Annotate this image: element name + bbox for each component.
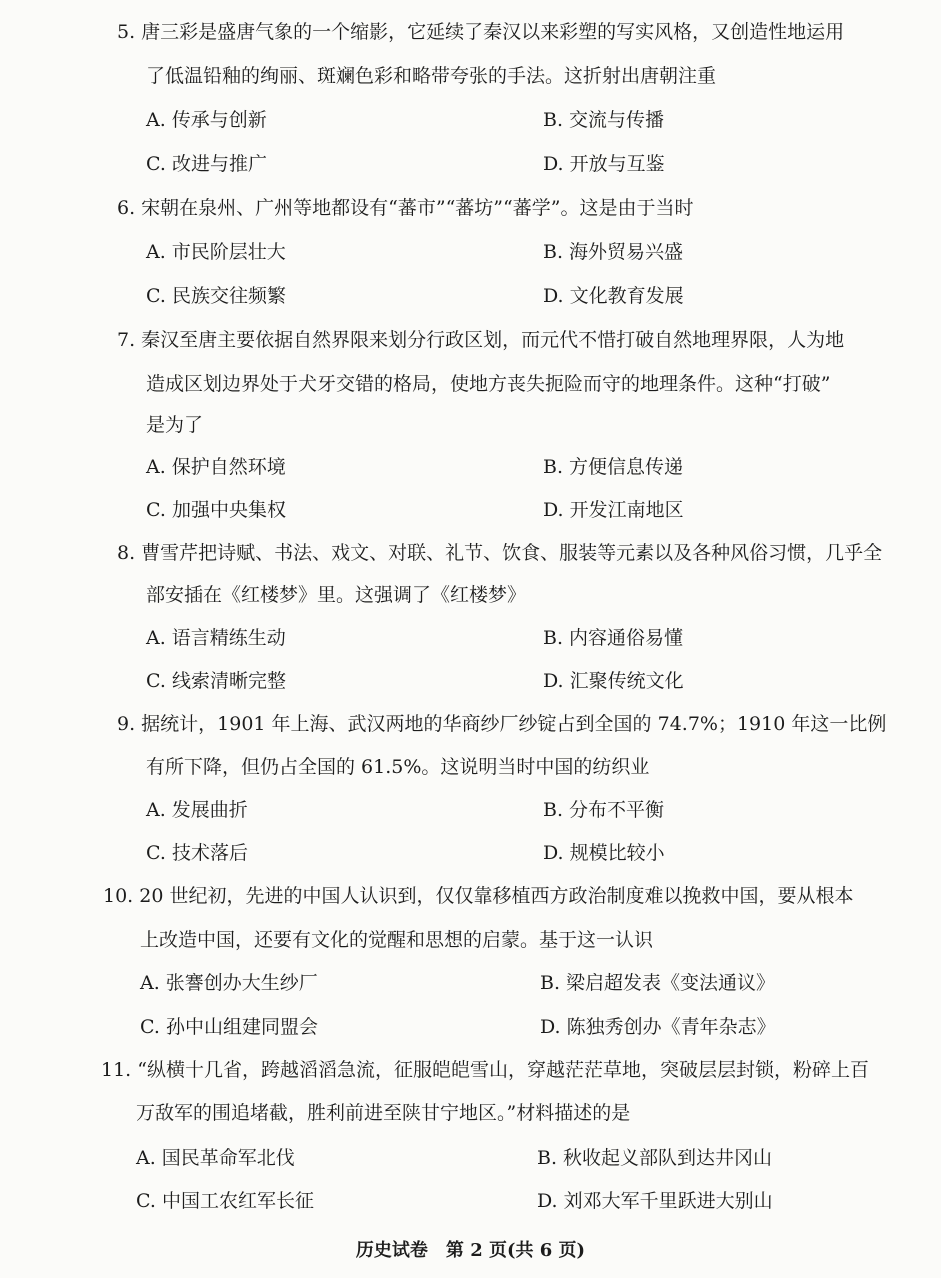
question-7-option-d: D. 开发江南地区 — [543, 499, 684, 521]
page-footer: 历史试卷 第 2 页(共 6 页) — [355, 1240, 586, 1261]
question-11-option-b: B. 秋收起义部队到达井冈山 — [537, 1147, 773, 1169]
question-8-option-b: B. 内容通俗易懂 — [543, 627, 684, 649]
question-5-option-d: D. 开放与互鉴 — [543, 153, 665, 175]
question-9-line-2: 有所下降，但仍占全国的 61.5%。这说明当时中国的纺织业 — [146, 756, 650, 778]
question-10-option-a: A. 张謇创办大生纱厂 — [140, 972, 318, 994]
question-7-line-3: 是为了 — [146, 414, 204, 436]
question-7-line-2: 造成区划边界处于犬牙交错的格局，使地方丧失扼险而守的地理条件。这种“打破” — [146, 373, 831, 395]
question-7-option-b: B. 方便信息传递 — [543, 456, 684, 478]
question-5-line-2: 了低温铅釉的绚丽、斑斓色彩和略带夸张的手法。这折射出唐朝注重 — [146, 65, 717, 87]
question-9-option-a: A. 发展曲折 — [146, 799, 248, 821]
question-8-option-d: D. 汇聚传统文化 — [543, 670, 684, 692]
question-11-line-1: 11. “纵横十几省，跨越滔滔急流，征服皑皑雪山，穿越茫茫草地，突破层层封锁，粉碎上百 — [101, 1059, 869, 1081]
question-11-option-a: A. 国民革命军北伐 — [136, 1147, 295, 1169]
question-7-option-a: A. 保护自然环境 — [146, 456, 286, 478]
question-6-line-1: 6. 宋朝在泉州、广州等地都设有“蕃市”“蕃坊”“蕃学”。这是由于当时 — [117, 197, 694, 219]
question-10-option-d: D. 陈独秀创办《青年杂志》 — [540, 1016, 776, 1038]
question-6-option-c: C. 民族交往频繁 — [146, 285, 286, 307]
question-6-option-b: B. 海外贸易兴盛 — [543, 241, 684, 263]
question-9-option-d: D. 规模比较小 — [543, 842, 665, 864]
question-8-line-1: 8. 曹雪芹把诗赋、书法、戏文、对联、礼节、饮食、服装等元素以及各种风俗习惯，几乎全 — [117, 542, 883, 564]
question-11-option-d: D. 刘邓大军千里跃进大别山 — [537, 1190, 773, 1212]
question-8-line-2: 部安插在《红楼梦》里。这强调了《红楼梦》 — [146, 584, 527, 606]
question-9-option-b: B. 分布不平衡 — [543, 799, 665, 821]
question-7-line-1: 7. 秦汉至唐主要依据自然界限来划分行政区划，而元代不惜打破自然地理界限，人为地 — [117, 329, 845, 351]
question-10-line-1: 10. 20 世纪初，先进的中国人认识到，仅仅靠移植西方政治制度难以挽救中国，要从根本 — [103, 885, 854, 907]
question-10-line-2: 上改造中国，还要有文化的觉醒和思想的启蒙。基于这一认识 — [140, 929, 654, 951]
question-8-option-c: C. 线索清晰完整 — [146, 670, 286, 692]
question-5-option-a: A. 传承与创新 — [146, 109, 267, 131]
question-8-option-a: A. 语言精练生动 — [146, 627, 286, 649]
question-7-option-c: C. 加强中央集权 — [146, 499, 286, 521]
question-9-option-c: C. 技术落后 — [146, 842, 248, 864]
question-11-line-2: 万敌军的围追堵截，胜利前进至陕甘宁地区。”材料描述的是 — [136, 1102, 631, 1124]
question-6-option-a: A. 市民阶层壮大 — [146, 241, 286, 263]
question-11-option-c: C. 中国工农红军长征 — [136, 1190, 314, 1212]
question-10-option-b: B. 梁启超发表《变法通议》 — [540, 972, 776, 994]
question-5-line-1: 5. 唐三彩是盛唐气象的一个缩影，它延续了秦汉以来彩塑的写实风格，又创造性地运用 — [117, 21, 845, 43]
question-5-option-c: C. 改进与推广 — [146, 153, 267, 175]
question-6-option-d: D. 文化教育发展 — [543, 285, 684, 307]
question-9-line-1: 9. 据统计，1901 年上海、武汉两地的华商纱厂纱锭占到全国的 74.7%；1910 年这一比例 — [117, 713, 887, 735]
question-10-option-c: C. 孙中山组建同盟会 — [140, 1016, 318, 1038]
question-5-option-b: B. 交流与传播 — [543, 109, 665, 131]
